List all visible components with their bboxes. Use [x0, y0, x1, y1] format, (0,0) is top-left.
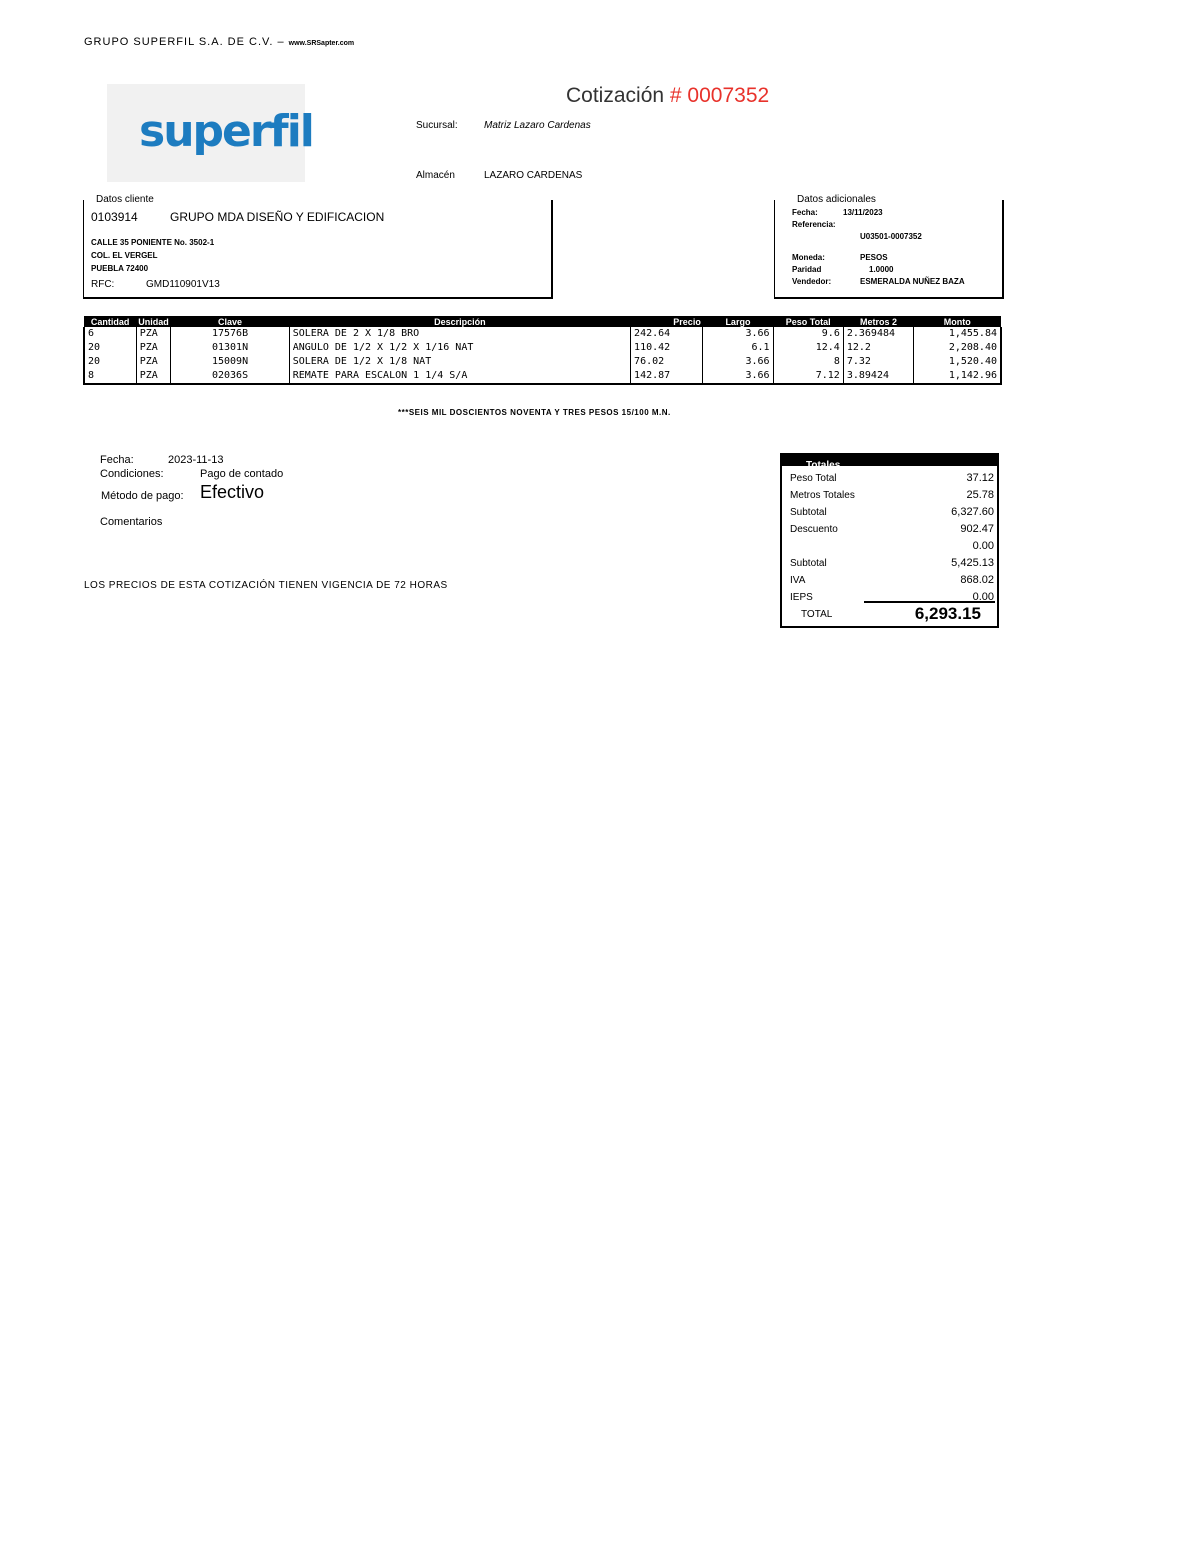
footer-comentarios-label: Comentarios	[100, 516, 163, 528]
col-header-peso-total: Peso Total	[773, 316, 843, 327]
company-website: www.SRSapter.com	[288, 40, 355, 47]
footer-condiciones-label: Condiciones:	[100, 468, 164, 480]
grand-total-value: 6,293.15	[914, 604, 981, 623]
total-divider	[864, 601, 995, 603]
table-row	[84, 369, 1001, 384]
cell-unidad: PZA	[136, 355, 171, 369]
sucursal-value: Matriz Lazaro Cardenas	[484, 120, 591, 131]
totals-label: IEPS	[790, 592, 813, 603]
totals-value: 5,425.13	[951, 557, 994, 569]
footer-metodo-label: Método de pago:	[101, 490, 184, 502]
cell-metros2: 3.89424	[843, 369, 913, 384]
footer-fecha-value: 2023-11-13	[168, 454, 224, 466]
totals-label: Peso Total	[790, 473, 837, 484]
almacen-label: Almacén	[416, 170, 455, 181]
quote-title-label: Cotización	[566, 84, 665, 107]
client-address-line3: PUEBLA 72400	[91, 264, 149, 273]
totals-row	[790, 536, 994, 552]
additional-section-title: Datos adicionales	[797, 194, 876, 205]
cell-peso-total: 8	[773, 355, 843, 369]
totals-value: 902.47	[960, 523, 994, 535]
cell-largo: 3.66	[703, 327, 773, 341]
items-header-row	[84, 316, 1001, 327]
cell-cantidad: 20	[84, 355, 136, 369]
cell-monto: 1,520.40	[914, 355, 1001, 369]
company-name: GRUPO SUPERFIL S.A. DE C.V. –	[84, 36, 285, 48]
footer-fecha-label: Fecha:	[100, 454, 134, 466]
cell-precio: 242.64	[631, 327, 703, 341]
extra-fecha-label: Fecha:	[792, 208, 818, 217]
table-row	[84, 327, 1001, 341]
cell-descripcion: REMATE PARA ESCALON 1 1/4 S/A	[289, 369, 630, 384]
cell-clave: 01301N	[171, 341, 289, 355]
client-section-title: Datos cliente	[96, 194, 154, 205]
extra-moneda-value: PESOS	[860, 253, 888, 262]
cell-peso-total: 9.6	[773, 327, 843, 341]
cell-monto: 2,208.40	[914, 341, 1001, 355]
client-address-line1: CALLE 35 PONIENTE No. 3502-1	[91, 238, 215, 247]
totals-title: Totales	[806, 460, 841, 471]
totals-value: 6,327.60	[951, 506, 994, 518]
totals-value: 25.78	[966, 489, 994, 501]
cell-cantidad: 20	[84, 341, 136, 355]
items-table	[83, 316, 1002, 385]
totals-label: Subtotal	[790, 507, 827, 518]
cell-metros2: 7.32	[843, 355, 913, 369]
extra-referencia-label: Referencia:	[792, 220, 836, 229]
cell-clave: 17576B	[171, 327, 289, 341]
extra-vendedor-label: Vendedor:	[792, 277, 832, 286]
company-header	[84, 36, 354, 48]
table-row	[84, 355, 1001, 369]
almacen-value: LAZARO CARDENAS	[484, 170, 583, 181]
totals-value: 868.02	[960, 574, 994, 586]
cell-precio: 142.87	[631, 369, 703, 384]
col-header-cantidad: Cantidad	[84, 316, 136, 327]
extra-fecha-value: 13/11/2023	[843, 208, 883, 217]
logo-text: superfil	[139, 106, 313, 157]
cell-descripcion: SOLERA DE 1/2 X 1/8 NAT	[289, 355, 630, 369]
extra-moneda-label: Moneda:	[792, 253, 825, 262]
quote-number: # 0007352	[669, 84, 770, 107]
cell-largo: 3.66	[703, 369, 773, 384]
extra-paridad-label: Paridad	[792, 265, 822, 274]
cell-largo: 3.66	[703, 355, 773, 369]
validity-notice: LOS PRECIOS DE ESTA COTIZACIÓN TIENEN VIGENCIA DE 72 HORAS	[84, 580, 448, 591]
col-header-monto: Monto	[914, 316, 1001, 327]
totals-row	[790, 485, 994, 501]
cell-monto: 1,455.84	[914, 327, 1001, 341]
cell-metros2: 2.369484	[843, 327, 913, 341]
cell-largo: 6.1	[703, 341, 773, 355]
cell-unidad: PZA	[136, 369, 171, 384]
cell-descripcion: ANGULO DE 1/2 X 1/2 X 1/16 NAT	[289, 341, 630, 355]
client-name: GRUPO MDA DISEÑO Y EDIFICACION	[170, 210, 385, 224]
col-header-precio: Precio	[631, 316, 703, 327]
cell-unidad: PZA	[136, 327, 171, 341]
grand-total-label: TOTAL	[801, 609, 833, 620]
cell-peso-total: 12.4	[773, 341, 843, 355]
extra-vendedor-value: ESMERALDA NUÑEZ BAZA	[860, 277, 965, 286]
totals-value: 0.00	[972, 540, 994, 552]
totals-box	[780, 453, 999, 628]
col-header-unidad: Unidad	[136, 316, 171, 327]
cell-clave: 02036S	[171, 369, 289, 384]
footer-metodo-value: Efectivo	[200, 482, 265, 502]
additional-data-box	[774, 194, 1004, 299]
table-row	[84, 341, 1001, 355]
totals-row	[790, 468, 994, 484]
client-address-line2: COL. EL VERGEL	[91, 251, 158, 260]
footer-condiciones-value: Pago de contado	[200, 468, 284, 480]
totals-label: Descuento	[790, 524, 838, 535]
totals-row	[790, 502, 994, 518]
totals-row	[790, 519, 994, 535]
client-rfc-value: GMD110901V13	[146, 279, 220, 290]
cell-unidad: PZA	[136, 341, 171, 355]
col-header-descripcion: Descripción	[289, 316, 630, 327]
cell-peso-total: 7.12	[773, 369, 843, 384]
totals-row	[790, 570, 994, 586]
client-rfc-label: RFC:	[91, 279, 115, 290]
cell-clave: 15009N	[171, 355, 289, 369]
col-header-metros2: Metros 2	[843, 316, 913, 327]
totals-label: IVA	[790, 575, 806, 586]
totals-value: 0.00	[972, 591, 994, 603]
sucursal-label: Sucursal:	[416, 120, 458, 131]
totals-row	[790, 553, 994, 569]
extra-referencia-value: U03501-0007352	[860, 232, 922, 241]
totals-header	[782, 455, 997, 471]
client-box	[83, 194, 553, 299]
totals-value: 37.12	[966, 472, 994, 484]
amount-in-words: ***SEIS MIL DOSCIENTOS NOVENTA Y TRES PESOS 15/100 M.N.	[398, 408, 671, 417]
totals-label: Subtotal	[790, 558, 827, 569]
cell-precio: 110.42	[631, 341, 703, 355]
client-code: 0103914	[91, 210, 138, 224]
company-logo	[107, 84, 313, 182]
col-header-clave: Clave	[171, 316, 289, 327]
cell-metros2: 12.2	[843, 341, 913, 355]
cell-precio: 76.02	[631, 355, 703, 369]
cell-descripcion: SOLERA DE 2 X 1/8 BRO	[289, 327, 630, 341]
cell-monto: 1,142.96	[914, 369, 1001, 384]
cell-cantidad: 8	[84, 369, 136, 384]
totals-label: Metros Totales	[790, 490, 855, 501]
col-header-largo: Largo	[703, 316, 773, 327]
extra-paridad-value: 1.0000	[869, 265, 894, 274]
quote-title	[566, 84, 769, 108]
cell-cantidad: 6	[84, 327, 136, 341]
